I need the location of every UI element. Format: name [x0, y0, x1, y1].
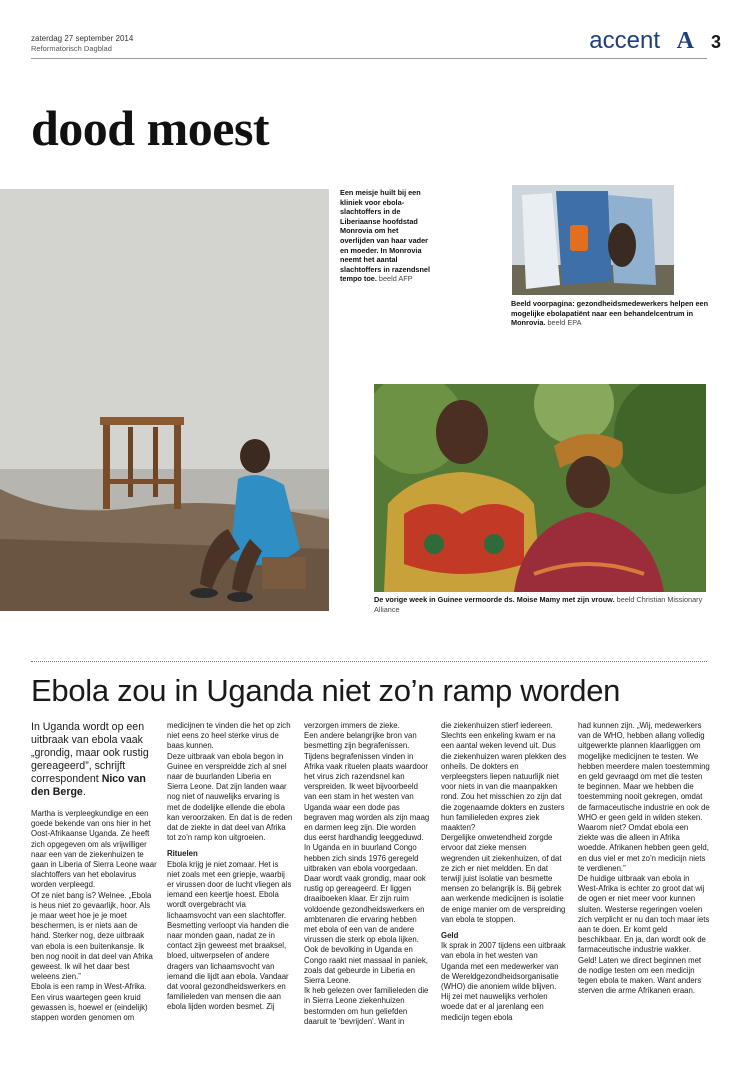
- caption-text: De vorige week in Guinee vermoorde ds. Moise Mamy met zijn vrouw.: [374, 595, 615, 604]
- column-text: had kunnen zijn. „Wij, medewerkers van de WHO, hebben allang volledig uitgewerkte plannen klaarliggen om mogelijke medicijnen te testen. We hebben meerdere malen toestemming en geld gevraagd om met die testen te beginnen. Maar we hebben die toestemming nooit gekregen, omdat de farmaceutische industrie en ook de WHO er geen geld in wilden steken. Waarom niet? Omdat ebola een ziekte was die alleen in Afrika woedde. Afrikanen hebben geen geld, en dus viel er met zo’n medicijn niets te verdienen.” De huidige uitbraak van ebola in West-Afrika is echter zo groot dat wij de ogen er niet meer voor kunnen sluiten. Westerse regeringen voelen zich verplicht er nu dan toch maar iets aan te doen. Er komt geld beschikbaar. En ja, dan wordt ook de farmaceutische industrie wakker. Geld! Laten we direct beginnen met de nodige testen om een medicijn tegen ebola te maken. Want anders sterven die arme Afrikanen eraan.: [578, 721, 710, 996]
- photo-credit: beeld Christian Missionary Alliance: [374, 595, 703, 614]
- page-headline: dood moest: [31, 100, 270, 156]
- column-text: medicijnen te vinden die het op zich niet eens zo heel sterke virus de baas kunnen. Deze uitbraak van ebola begon in Guinee en verspreidde zich al snel naar de buurlanden Liberia en Sierra Leone. Dat zijn landen waar nog niet of nauwelijks ervaring is met de dodelijke ellende die ebola kan veroorzaken. En dat is de reden dat de ziekte in dat deel van Afrika tot zo’n ramp kon uitgroeien.: [167, 721, 293, 843]
- article-divider: [31, 661, 707, 662]
- section-title: accent: [589, 27, 660, 54]
- author-name: Nico van den Berge: [31, 773, 146, 798]
- column-text: die ziekenhuizen stierf iedereen. Slechts een enkeling kwam er na een aantal weken levend uit. Dus die ziekenhuizen waren plekken des onheils. De dokters en verpleegsters liepen natuurlijk niet voor niets in van die maanpakken rond. Zou het misschien zo zijn dat die zogenaamde dokters en zusters hun familieleden expres ziek maakten? Dergelijke onwetendheid zorgde ervoor dat zieke mensen wegrenden uit ziekenhuizen, of dat ze zich er niet meldden. En dat terwijl juist isolatie van besmette mensen zo belangrijk is. Bij gebrek aan werkende medicijnen is isolatie de enige manier om de verspreiding van ebola te stoppen.: [441, 721, 567, 924]
- caption-text: Een meisje huilt bij een kliniek voor ebola-slachtoffers in de Liberiaanse hoofdstad Monrovia om het overlijden van haar vader en moeder. In Monrovia neemt het aantal slachtoffers in razendsnel tempo toe.: [340, 188, 431, 284]
- caption-workers-photo: [511, 299, 711, 328]
- column-text: verzorgen immers de zieke. Een andere belangrijke bron van besmetting zijn begrafenissen. Tijdens begrafenissen vinden in Afrika vaak rituelen plaats waardoor het virus zich razendsnel kan verspreiden. Ik weet bijvoorbeeld van een stam in het westen van Uganda waar een dode pas begraven mag worden als zijn maag en darmen leeg zijn. Die worden dus eerst hardhandig leeggeduwd. In Uganda en in buurland Congo hebben zich sinds 1976 geregeld uitbraken van ebola voorgedaan. Daar wordt vaak grondig, maar ook rustig op gereageerd. Er liggen draaiboeken klaar. Er zijn ruim voldoende gezondheidswerkers en ambtenaren die ervaring hebben met ebola of een van de andere virussen die sterk op ebola lijken. Ook de bevolking in Uganda en Congo raakt niet massaal in paniek, zoals dat gebeurde in Liberia en Sierra Leone. Ik heb gelezen over familieleden die in Sierra Leone ziekenhuizen bestormden om hun geliefden daaruit te ‘bevrijden’. Want in: [304, 721, 430, 1026]
- article-column-5: [578, 721, 710, 996]
- photo-girl-at-wall: [0, 189, 329, 611]
- header-divider: [31, 58, 707, 59]
- article-column-2: [167, 721, 293, 1013]
- article-title: Ebola zou in Uganda niet zo’n ramp worden: [31, 673, 621, 708]
- intro-text: In Uganda wordt op een uitbraak van ebola vaak „grondig, maar ook rustig gereageerd”, schrijft correspondent: [31, 721, 149, 785]
- column-text: Martha is verpleegkundige en een goede bekende van ons hier in het Oost-Afrikaanse Uganda. Ze heeft zich opgegeven om als vrijwilliger naar een van de ziekenhuizen te gaan in Liberia of Sierra Leone waar slachtoffers van het ebolavirus worden verpleegd. Of ze niet bang is? Welnee. „Ebola is heus niet zo gevaarlijk, hoor. Als je maar weet hoe je je moet beschermen, is er niets aan de hand. Sterker nog, deze uitbraak van ebola is een buitenkansje. Ik ben nog nooit in dat deel van Afrika geweest. Ik wil het daar best weleens zien.” Ebola is een ramp in West-Afrika. Een virus waartegen geen kruid gewassen is, hoewel er (eindelijk) stappen worden genomen om: [31, 809, 157, 1023]
- photo-pastor-and-wife: [374, 384, 706, 592]
- column-text: Ik sprak in 2007 tijdens een uitbraak van ebola in het westen van Uganda met een medewerker van de Wereldgezondheidsorganisatie (WHO) die anoniem wilde blijven. Hij zei met nauwelijks verholen woede dat er al jarenlang een medicijn tegen ebola: [441, 941, 566, 1022]
- photo-health-workers: [512, 185, 674, 295]
- section-logo: A: [676, 28, 694, 54]
- intro-end: .: [82, 786, 86, 798]
- page-number: 3: [710, 32, 721, 52]
- photo-credit: beeld EPA: [547, 318, 582, 328]
- article-column-1: [31, 721, 157, 1023]
- photo-credit: beeld AFP: [378, 274, 413, 284]
- caption-couple-photo: [374, 595, 704, 614]
- article-column-4: [441, 721, 567, 1023]
- article-intro: [31, 721, 157, 799]
- caption-text: Beeld voorpagina: gezondheidsmedewerkers helpen een mogelijke ebolapatiënt naar een behandelcentrum in Monrovia.: [511, 299, 709, 328]
- article-column-3: [304, 721, 430, 1027]
- subheading-rituelen: Rituelen: [167, 849, 198, 859]
- caption-girl-photo: [340, 188, 432, 284]
- page-date: zaterdag 27 september 2014: [31, 34, 134, 43]
- column-text: Ebola krijg je niet zomaar. Het is niet zoals met een griepje, waarbij er virussen door de lucht vliegen als iemand een keertje hoest. Ebola wordt overgebracht via lichaamsvocht van een slachtoffer. Besmetting verloopt via handen die naar monden gaan, nadat ze in contact zijn geweest met braaksel, bloed, uitwerpselen of andere dragers van lichaamsvocht van iemand die lijdt aan ebola. Vandaar dat vooral gezondheidswerkers en familieleden van mensen die aan ebola lijden worden besmet. Zij: [167, 859, 292, 1012]
- newspaper-name: Reformatorisch Dagblad: [31, 44, 112, 53]
- subheading-geld: Geld: [441, 931, 459, 941]
